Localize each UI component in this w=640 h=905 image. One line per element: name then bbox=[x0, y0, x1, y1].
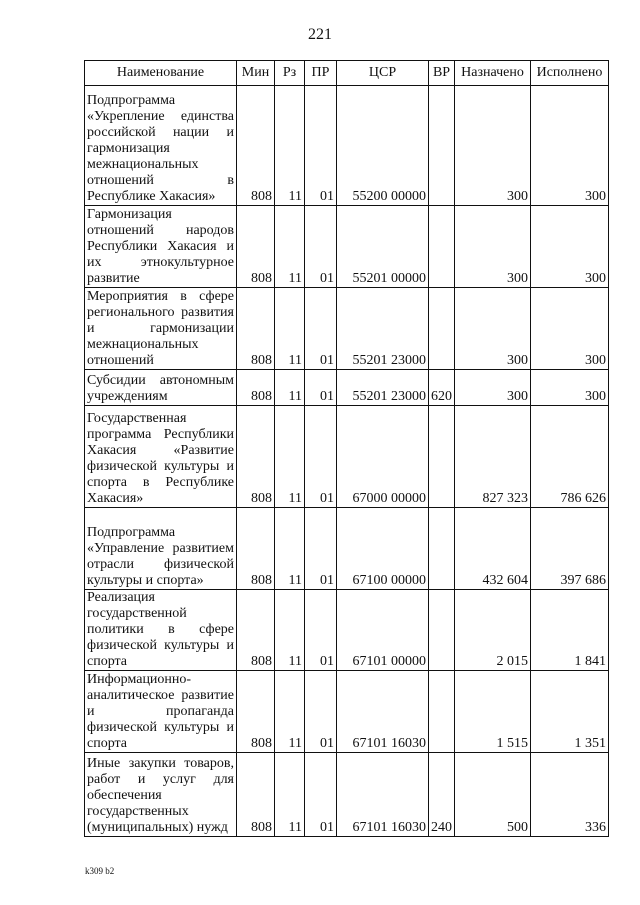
row-csr: 67000 00000 bbox=[337, 406, 429, 508]
row-pr: 01 bbox=[305, 288, 337, 370]
row-pr: 01 bbox=[305, 86, 337, 206]
row-csr: 55201 00000 bbox=[337, 206, 429, 288]
header-name: Наименование bbox=[85, 61, 237, 86]
header-pr: ПР bbox=[305, 61, 337, 86]
row-rz: 11 bbox=[275, 753, 305, 837]
row-assigned: 300 bbox=[455, 370, 531, 406]
row-pr: 01 bbox=[305, 508, 337, 590]
row-min: 808 bbox=[237, 508, 275, 590]
row-csr: 67101 16030 bbox=[337, 671, 429, 753]
header-rz: Рз bbox=[275, 61, 305, 86]
header-assigned: Назначено bbox=[455, 61, 531, 86]
row-vr bbox=[429, 406, 455, 508]
table-row bbox=[85, 508, 609, 590]
row-vr bbox=[429, 508, 455, 590]
row-csr: 67101 16030 bbox=[337, 753, 429, 837]
row-rz: 11 bbox=[275, 86, 305, 206]
row-csr: 55200 00000 bbox=[337, 86, 429, 206]
row-min: 808 bbox=[237, 671, 275, 753]
row-name: Государственная программа Республики Хакасия «Развитие физической культуры и спорта в Республике Хакасия» bbox=[85, 406, 237, 508]
row-assigned: 827 323 bbox=[455, 406, 531, 508]
row-executed: 300 bbox=[531, 370, 609, 406]
row-rz: 11 bbox=[275, 370, 305, 406]
row-assigned: 300 bbox=[455, 86, 531, 206]
row-executed: 786 626 bbox=[531, 406, 609, 508]
page-number: 221 bbox=[308, 26, 332, 43]
row-pr: 01 bbox=[305, 206, 337, 288]
row-assigned: 2 015 bbox=[455, 590, 531, 671]
row-name: Мероприятия в сфере регионального развития и гармонизации межнациональных отношений bbox=[85, 288, 237, 370]
row-vr bbox=[429, 288, 455, 370]
row-min: 808 bbox=[237, 288, 275, 370]
row-executed: 1 351 bbox=[531, 671, 609, 753]
row-min: 808 bbox=[237, 406, 275, 508]
row-vr: 620 bbox=[429, 370, 455, 406]
header-csr: ЦСР bbox=[337, 61, 429, 86]
row-name: Подпрограмма «Управление развитием отрасли физической культуры и спорта» bbox=[85, 508, 237, 590]
row-assigned: 500 bbox=[455, 753, 531, 837]
row-min: 808 bbox=[237, 370, 275, 406]
table-row bbox=[85, 288, 609, 370]
row-assigned: 300 bbox=[455, 288, 531, 370]
row-pr: 01 bbox=[305, 590, 337, 671]
row-vr bbox=[429, 206, 455, 288]
header-min: Мин bbox=[237, 61, 275, 86]
row-csr: 67101 00000 bbox=[337, 590, 429, 671]
budget-table bbox=[84, 60, 609, 837]
footer-code: k309 b2 bbox=[85, 866, 115, 876]
row-min: 808 bbox=[237, 753, 275, 837]
row-name: Иные закупки товаров, работ и услуг для обеспечения государственных (муниципальных) нужд bbox=[85, 753, 237, 837]
table-row bbox=[85, 370, 609, 406]
header-vr: ВР bbox=[429, 61, 455, 86]
row-vr bbox=[429, 86, 455, 206]
table-header-row bbox=[85, 61, 609, 86]
row-name: Гармонизация отношений народов Республики Хакасия и их этнокультурное развитие bbox=[85, 206, 237, 288]
row-executed: 300 bbox=[531, 206, 609, 288]
row-assigned: 1 515 bbox=[455, 671, 531, 753]
row-pr: 01 bbox=[305, 753, 337, 837]
row-vr bbox=[429, 590, 455, 671]
row-assigned: 300 bbox=[455, 206, 531, 288]
row-rz: 11 bbox=[275, 671, 305, 753]
row-csr: 55201 23000 bbox=[337, 288, 429, 370]
table-row bbox=[85, 206, 609, 288]
row-name: Подпрограмма «Укрепление единства российской нации и гармонизация межнациональных отношений в Республике Хакасия» bbox=[85, 86, 237, 206]
row-pr: 01 bbox=[305, 370, 337, 406]
row-name: Реализация государственной политики в сфере физической культуры и спорта bbox=[85, 590, 237, 671]
header-executed: Исполнено bbox=[531, 61, 609, 86]
table-row bbox=[85, 671, 609, 753]
row-min: 808 bbox=[237, 206, 275, 288]
row-min: 808 bbox=[237, 86, 275, 206]
row-pr: 01 bbox=[305, 671, 337, 753]
row-rz: 11 bbox=[275, 508, 305, 590]
table-row bbox=[85, 590, 609, 671]
row-name: Субсидии автономным учреждениям bbox=[85, 370, 237, 406]
row-csr: 55201 23000 bbox=[337, 370, 429, 406]
table-row bbox=[85, 753, 609, 837]
row-executed: 300 bbox=[531, 288, 609, 370]
row-executed: 397 686 bbox=[531, 508, 609, 590]
row-rz: 11 bbox=[275, 590, 305, 671]
row-vr bbox=[429, 671, 455, 753]
table-row bbox=[85, 406, 609, 508]
row-rz: 11 bbox=[275, 206, 305, 288]
row-min: 808 bbox=[237, 590, 275, 671]
row-vr: 240 bbox=[429, 753, 455, 837]
row-assigned: 432 604 bbox=[455, 508, 531, 590]
row-name: Информационно-аналитическое развитие и пропаганда физической культуры и спорта bbox=[85, 671, 237, 753]
row-rz: 11 bbox=[275, 288, 305, 370]
row-executed: 1 841 bbox=[531, 590, 609, 671]
row-executed: 300 bbox=[531, 86, 609, 206]
row-pr: 01 bbox=[305, 406, 337, 508]
row-csr: 67100 00000 bbox=[337, 508, 429, 590]
row-executed: 336 bbox=[531, 753, 609, 837]
table-row bbox=[85, 86, 609, 206]
row-rz: 11 bbox=[275, 406, 305, 508]
